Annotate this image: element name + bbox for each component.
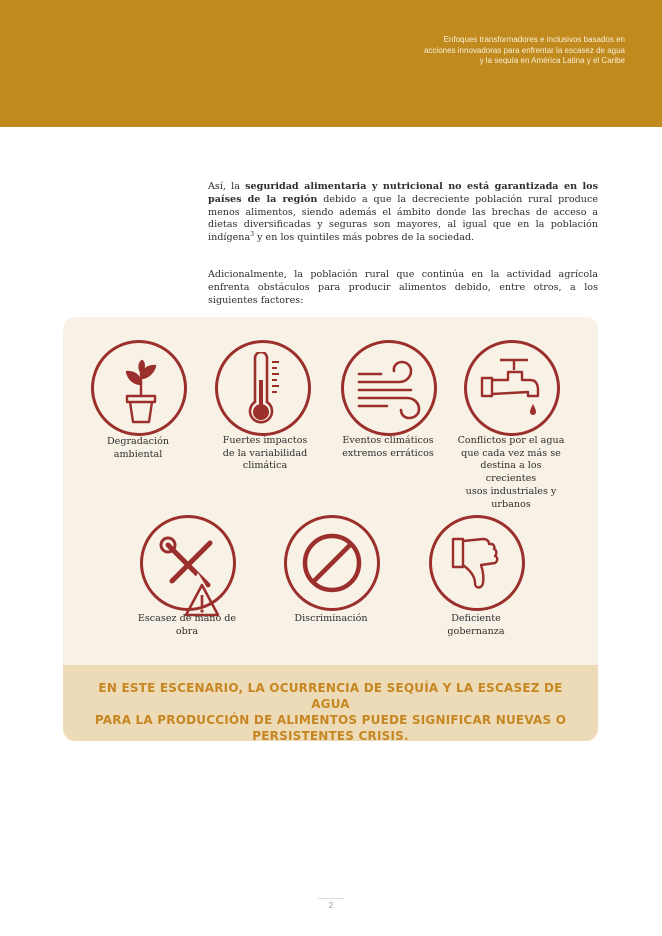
label-line: destina a los crecientes (480, 460, 542, 485)
p1-body: debido a que la decreciente población rural produce menos alimentos, siendo además el ámbito donde las brechas de acceso a dietas diversificadas y seguras son mayores, al igual que en la población indígena (208, 193, 598, 244)
label-line: Deficiente (451, 613, 501, 624)
label-line: Degradación (106, 436, 170, 447)
factor-label (421, 613, 531, 638)
label-line: climática (242, 460, 288, 472)
title-line-2: acciones innovadoras para enfrentar la escasez de agua (423, 45, 625, 55)
page-number: 2 (318, 898, 344, 911)
label-line: Discriminación (294, 613, 368, 624)
label-line: usos industriales y (465, 485, 557, 497)
factor-label (132, 613, 242, 638)
footnote-ref[interactable]: 3 (250, 231, 255, 238)
label-line: gobernanza (447, 625, 505, 637)
tools-warning-icon (158, 533, 224, 617)
plant-pot-icon (113, 358, 169, 424)
callout-line-1: EN ESTE ESCENARIO, LA OCURRENCIA DE SEQUÍA Y LA ESCASEZ DE AGUA (98, 681, 563, 711)
factor-label (456, 435, 566, 511)
label-line: extremos erráticos (342, 447, 434, 459)
callout-text (79, 680, 582, 741)
factor-label (333, 435, 443, 460)
factor-label (83, 436, 193, 461)
p1-bold-statement: seguridad alimentaria y nutricional no está garantizada en los países de la región (208, 181, 598, 205)
wind-icon (353, 360, 425, 420)
title-line-3: y la sequía en América Latina y el Caribe (479, 56, 625, 66)
label-line: Fuertes impactos (222, 435, 308, 446)
factor-label (276, 613, 386, 626)
p1-intro: Así, la (208, 181, 246, 192)
paragraph-food-security (208, 181, 598, 245)
water-tap-icon (478, 354, 548, 420)
prohibited-icon (300, 531, 364, 595)
p1-end: y en los quintiles más pobres de la sociedad. (254, 232, 475, 244)
label-line: Conflictos por el agua (457, 435, 565, 446)
label-line: Eventos climáticos (342, 435, 434, 446)
factor-label (210, 435, 320, 473)
factors-panel (63, 317, 598, 741)
callout-line-3: PERSISTENTES CRISIS. (252, 729, 409, 741)
label-line: urbanos (491, 498, 531, 510)
paragraph-obstacles: Adicionalmente, la población rural que continúa en la actividad agrícola enfrenta obstáculos para producir alimentos debido, entre otros, a los siguientes factores: (208, 269, 598, 306)
label-line: ambiental (113, 448, 163, 460)
label-line: Escasez de mano de (137, 613, 237, 624)
label-line: que cada vez más se (461, 447, 561, 459)
thermometer-icon (245, 352, 285, 430)
title-line-1: Enfoques transformadores e inclusivos basados en (443, 35, 625, 44)
thumbs-down-icon (451, 535, 507, 595)
callout-line-2: PARA LA PRODUCCIÓN DE ALIMENTOS PUEDE SIGNIFICAR NUEVAS O (94, 713, 567, 727)
label-line: de la variabilidad (222, 447, 308, 459)
document-title (325, 35, 625, 67)
label-line: obra (175, 625, 199, 637)
